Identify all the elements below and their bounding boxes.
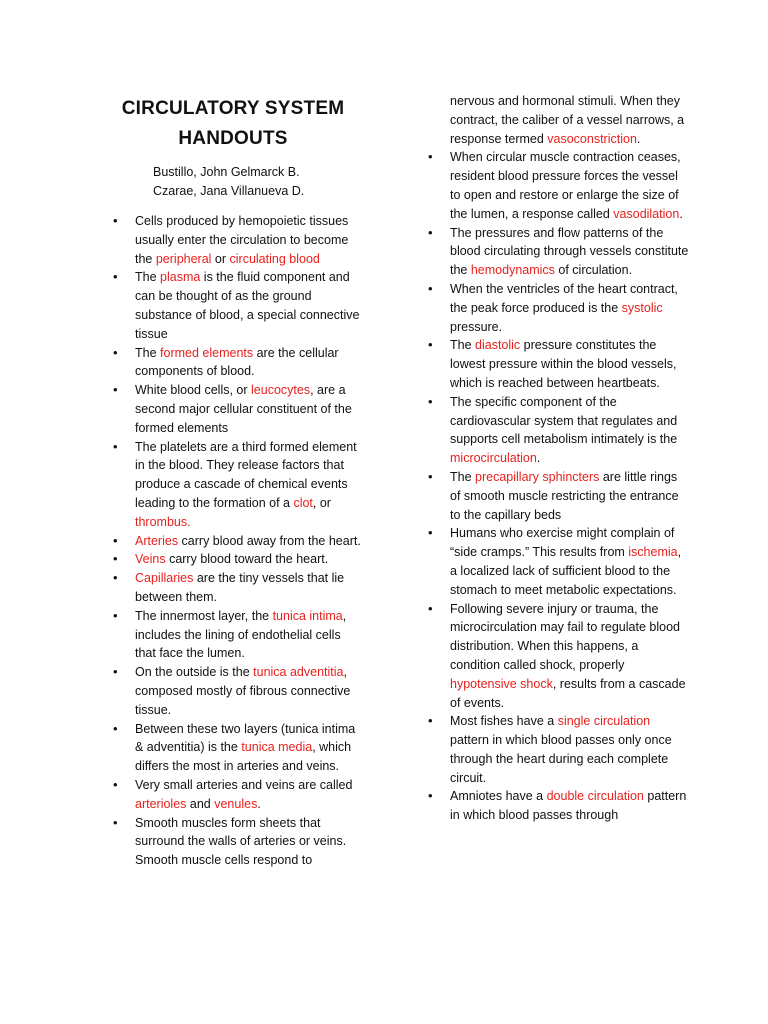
item-text: The bbox=[450, 338, 476, 353]
highlighted-term: diastolic bbox=[475, 338, 521, 353]
highlighted-term: Capillaries bbox=[135, 571, 194, 586]
list-item bbox=[113, 720, 363, 776]
list-item bbox=[428, 148, 690, 223]
item-text: pressure. bbox=[450, 319, 503, 334]
highlighted-term: double circulation bbox=[546, 789, 644, 804]
highlighted-term: tunica adventitia bbox=[253, 665, 344, 680]
list-item bbox=[428, 280, 690, 336]
list-item bbox=[428, 712, 690, 787]
item-text: are the cellular components of blood. bbox=[135, 345, 339, 379]
highlighted-term: hemodynamics bbox=[470, 263, 555, 278]
item-text: of circulation. bbox=[554, 263, 633, 278]
list-item bbox=[113, 569, 363, 607]
highlighted-term: vasoconstriction bbox=[547, 131, 637, 146]
item-text: The bbox=[135, 270, 161, 285]
item-text: Most fishes have a bbox=[450, 714, 558, 729]
highlighted-term: tunica media bbox=[241, 740, 313, 755]
item-text: . bbox=[257, 796, 261, 811]
item-text: When the ventricles of the heart contract, the peak force produced is the bbox=[450, 281, 678, 315]
title-line-1: CIRCULATORY SYSTEM bbox=[121, 98, 345, 119]
highlighted-term: ischemia bbox=[628, 545, 678, 560]
item-text: On the outside is the bbox=[135, 665, 254, 680]
item-text: pattern in which blood passes only once through the heart during each complete circuit. bbox=[450, 733, 672, 785]
list-item bbox=[428, 787, 690, 825]
list-item bbox=[428, 600, 690, 713]
highlighted-term: leucocytes bbox=[251, 383, 311, 398]
list-item bbox=[428, 336, 690, 392]
list-item bbox=[113, 776, 363, 814]
list-item bbox=[113, 814, 363, 870]
item-text: Smooth muscles form sheets that surround the walls of arteries or veins. Smooth muscle cells respond to bbox=[135, 815, 347, 868]
item-text: . bbox=[536, 451, 541, 466]
item-text: carry blood toward the heart. bbox=[165, 552, 329, 567]
list-item bbox=[428, 468, 690, 524]
item-text: The innermost layer, the bbox=[135, 608, 273, 623]
highlighted-term: circulating blood bbox=[229, 251, 320, 266]
item-text: , includes the lining of endothelial cells that face the lumen. bbox=[135, 608, 347, 661]
item-text: , composed mostly of fibrous connective tissue. bbox=[135, 665, 351, 717]
item-text: Cells produced by hemopoietic tissues usually enter the circulation to become the bbox=[135, 214, 349, 266]
item-text: , a localized lack of sufficient blood to the stomach to meet metabolic expectations. bbox=[450, 545, 682, 597]
highlighted-term: Veins bbox=[135, 552, 166, 567]
list-item bbox=[113, 381, 363, 437]
title-line-2: HANDOUTS bbox=[178, 128, 288, 149]
highlighted-term: clot bbox=[293, 495, 313, 510]
item-text: The platelets are a third formed element in the blood. They release factors that produce a cascade of chemical events leading to the formation of a bbox=[135, 439, 357, 510]
item-text: pressure constitutes the lowest pressure within the blood vessels, which is reached between heartbeats. bbox=[450, 338, 677, 390]
list-item bbox=[113, 268, 363, 343]
highlighted-term: vasodilation bbox=[613, 206, 680, 221]
right-column-list bbox=[428, 92, 690, 825]
item-text: Humans who exercise might complain of “side cramps.” This results from bbox=[450, 526, 675, 560]
highlighted-term: systolic bbox=[621, 300, 663, 315]
left-column-list bbox=[113, 212, 363, 870]
item-text: Amniotes have a bbox=[450, 789, 547, 804]
item-text: or bbox=[211, 251, 230, 266]
item-text: . bbox=[636, 131, 641, 146]
item-text: , results from a cascade of events. bbox=[450, 676, 686, 710]
list-item bbox=[113, 663, 363, 719]
highlighted-term: microcirculation bbox=[450, 451, 537, 466]
item-text: The bbox=[135, 345, 161, 360]
item-text: The pressures and flow patterns of the blood circulating through vessels constitute the bbox=[450, 225, 689, 278]
author-2: Czarae, Jana Villanueva D. bbox=[153, 184, 305, 198]
item-text: carry blood away from the heart. bbox=[178, 533, 361, 548]
list-item bbox=[113, 344, 363, 382]
highlighted-term: plasma bbox=[160, 270, 201, 285]
item-text: are the tiny vessels that lie between them. bbox=[135, 571, 345, 604]
item-text: , or bbox=[312, 495, 331, 510]
item-text: Following severe injury or trauma, the microcirculation may fail to regulate blood distribution. When this happens, a condition called shock, properly bbox=[450, 601, 680, 672]
list-item bbox=[113, 550, 363, 569]
highlighted-term: single circulation bbox=[557, 714, 651, 729]
item-text: . bbox=[679, 206, 683, 221]
author-1: Bustillo, John Gelmarck B. bbox=[153, 165, 300, 179]
item-text: Between these two layers (tunica intima & adventitia) is the bbox=[135, 721, 356, 755]
highlighted-term: arterioles bbox=[135, 796, 187, 811]
list-item bbox=[113, 438, 363, 532]
item-text: nervous and hormonal stimuli. When they contract, the caliber of a vessel narrows, a response termed bbox=[450, 94, 685, 146]
highlighted-term: Arteries bbox=[135, 533, 179, 548]
list-item bbox=[113, 607, 363, 663]
highlighted-term: venules bbox=[214, 796, 258, 811]
list-item bbox=[113, 212, 363, 268]
item-text: White blood cells, or bbox=[135, 383, 252, 398]
highlighted-term: tunica intima bbox=[272, 608, 343, 623]
authors bbox=[153, 163, 304, 201]
item-text: The specific component of the cardiovascular system that regulates and supports cell metabolism intimately is the bbox=[450, 394, 678, 447]
highlighted-term: formed elements bbox=[160, 345, 254, 360]
list-item bbox=[428, 92, 690, 148]
item-text: is the fluid component and can be thought of as the ground substance of blood, a special connective tissue bbox=[135, 270, 360, 341]
item-text: are little rings of smooth muscle restricting the entrance to the capillary beds bbox=[450, 469, 679, 522]
item-text: , which differs the most in arteries and veins. bbox=[135, 740, 352, 774]
item-text: pattern in which blood passes through bbox=[450, 789, 687, 823]
highlighted-term: precapillary sphincters bbox=[475, 469, 600, 484]
list-item bbox=[428, 393, 690, 468]
highlighted-term: thrombus. bbox=[135, 514, 191, 529]
item-text: and bbox=[186, 796, 215, 811]
item-text: When circular muscle contraction ceases, resident blood pressure forces the vessel to open and restore or enlarge the size of the lumen, a response called bbox=[450, 150, 681, 221]
highlighted-term: peripheral bbox=[155, 251, 212, 266]
list-item bbox=[113, 532, 363, 551]
list-item bbox=[428, 524, 690, 599]
list-item bbox=[428, 224, 690, 280]
highlighted-term: hypotensive shock bbox=[450, 676, 553, 691]
item-text: , are a second major cellular constituent of the formed elements bbox=[135, 383, 352, 435]
page-title bbox=[113, 94, 353, 154]
item-text: Very small arteries and veins are called bbox=[135, 777, 353, 792]
item-text: The bbox=[450, 469, 476, 484]
